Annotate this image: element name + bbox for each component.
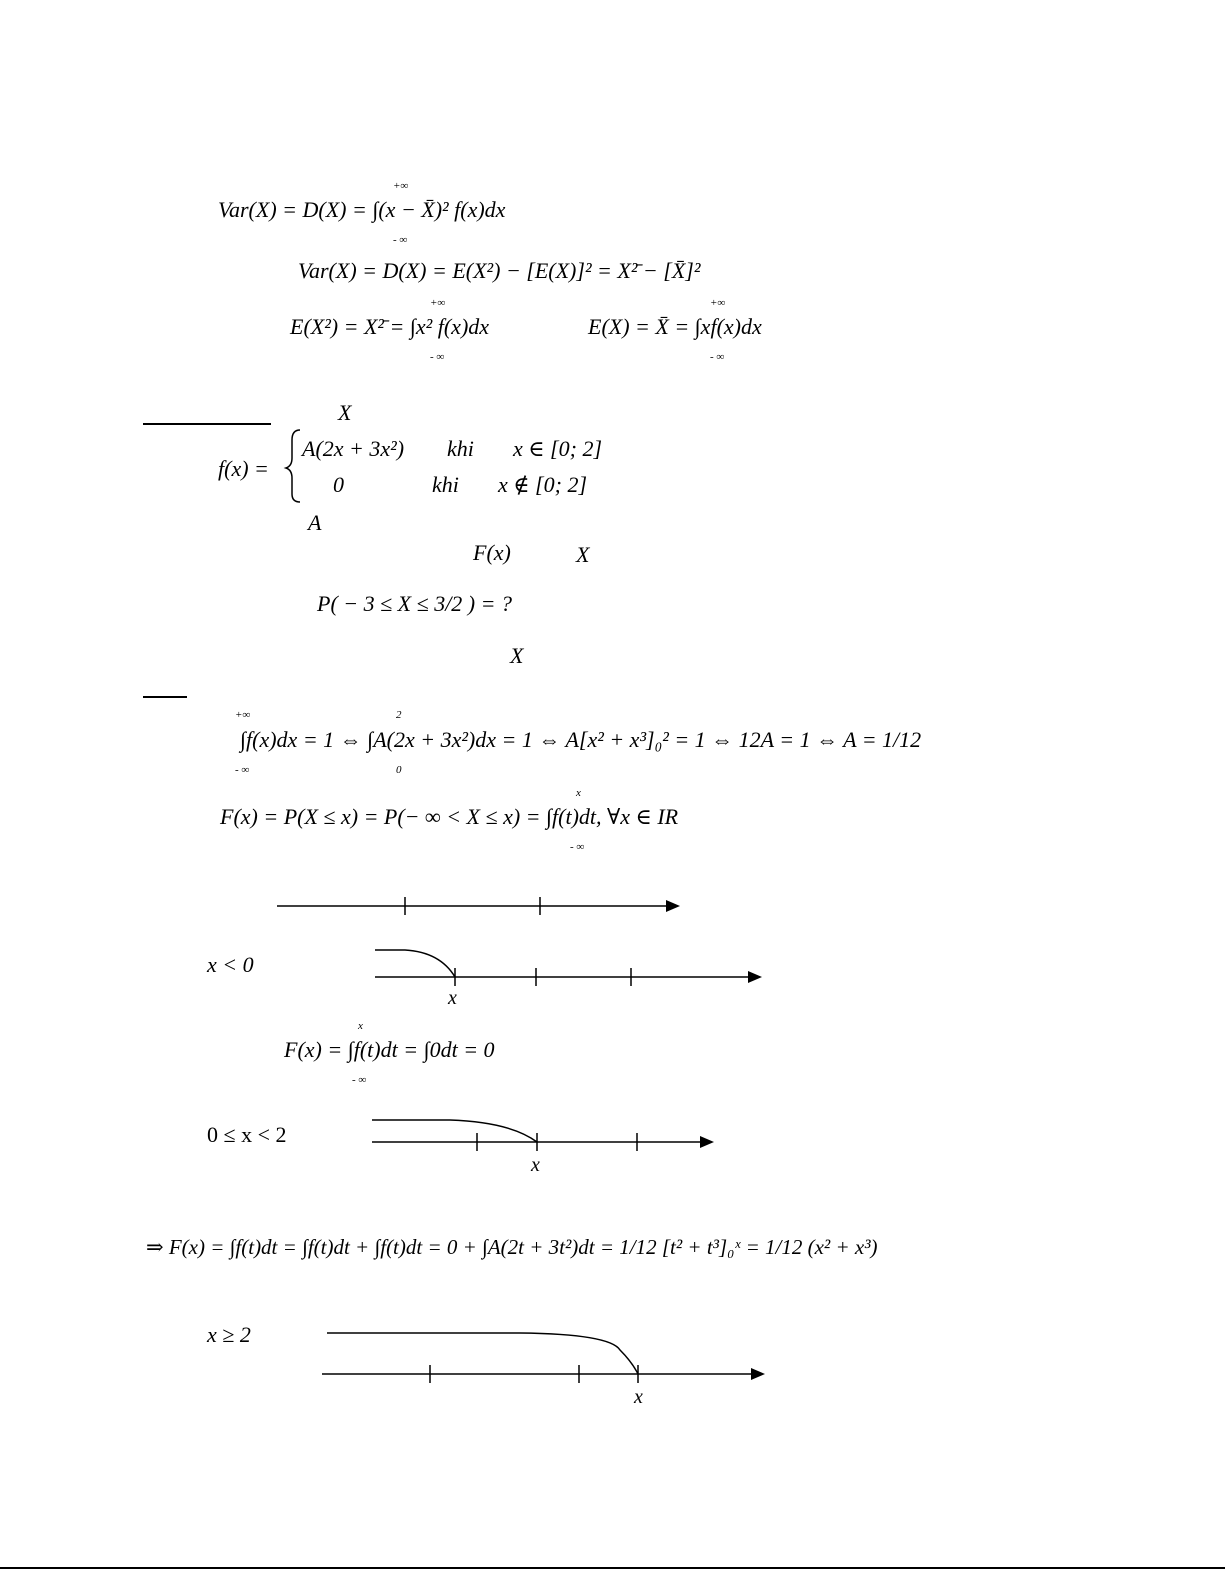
- expectation-x-squared: E(X²) = X²̄ = ∫x² f(x)dx: [290, 314, 490, 339]
- case-x-less-than-0-label: x < 0: [207, 952, 254, 977]
- expectation-x: E(X) = X̄ = ∫xf(x)dx: [588, 314, 762, 339]
- norm-upper-limit-1: +∞: [235, 709, 251, 721]
- case1-upper-limit: x: [358, 1020, 363, 1032]
- ex2-upper-limit: +∞: [430, 297, 446, 309]
- cdf-case-0-to-2: ⇒ F(x) = ∫f(t)dt = ∫f(t)dt + ∫f(t)dt = 0 + ∫A(2t + 3t²)dt = 1/12 [t² + t³]₀ˣ = 1/12 (x² + x³): [146, 1235, 878, 1259]
- case-x-ge-2-label: x ≥ 2: [207, 1322, 251, 1347]
- norm-lower-limit-1: - ∞: [235, 764, 250, 776]
- random-variable-symbol: X: [338, 400, 352, 425]
- part-b-cdf: F(x): [473, 540, 511, 565]
- part-d-variable: X: [510, 643, 524, 668]
- variance-definition: Var(X) = D(X) = ∫(x − X̄)² f(x)dx: [218, 197, 506, 222]
- cdf-lower-limit: - ∞: [570, 841, 585, 853]
- case-0-to-2-label: 0 ≤ x < 2: [207, 1122, 287, 1147]
- var-def-lower-limit: - ∞: [393, 234, 408, 246]
- axis-x-label-2: x: [531, 1154, 540, 1176]
- axis-x-label-1: x: [448, 987, 457, 1009]
- ex2-lower-limit: - ∞: [430, 351, 445, 363]
- variance-alternative: Var(X) = D(X) = E(X²) − [E(X)]² = X²̄ − [X̄]²: [298, 258, 701, 283]
- var-def-upper-limit: +∞: [393, 180, 409, 192]
- ex-upper-limit: +∞: [710, 297, 726, 309]
- norm-lower-limit-2: 0: [396, 764, 402, 776]
- pdf-case2-condition: x ∉ [0; 2]: [498, 472, 587, 497]
- normalization-equation: ∫f(x)dx = 1 ⇔ ∫A(2x + 3x²)dx = 1 ⇔ A[x² + x³]₀² = 1 ⇔ 12A = 1 ⇔ A = 1/12: [240, 727, 922, 752]
- cdf-case-x-less-than-0: F(x) = ∫f(t)dt = ∫0dt = 0: [284, 1037, 495, 1062]
- axis-x-label-3: x: [634, 1386, 643, 1408]
- pdf-case1-expression: A(2x + 3x²): [302, 436, 405, 461]
- page-bottom-rule: [0, 1567, 1225, 1569]
- ex-lower-limit: - ∞: [710, 351, 725, 363]
- pdf-case2-word: khi: [432, 472, 459, 497]
- case1-lower-limit: - ∞: [352, 1074, 367, 1086]
- part-a-constant: A: [308, 510, 322, 535]
- cdf-definition: F(x) = P(X ≤ x) = P(− ∞ < X ≤ x) = ∫f(t)dt, ∀x ∈ IR: [220, 804, 679, 829]
- pdf-case1-word: khi: [447, 436, 474, 461]
- pdf-case2-expression: 0: [333, 472, 344, 497]
- cdf-upper-limit: x: [576, 787, 581, 799]
- norm-upper-limit-2: 2: [396, 709, 402, 721]
- part-b-variable: X: [576, 542, 590, 567]
- pdf-case1-condition: x ∈ [0; 2]: [513, 436, 602, 461]
- part-c-probability: P( − 3 ≤ X ≤ 3/2 ) = ?: [317, 591, 512, 616]
- pdf-lhs: f(x) =: [218, 456, 269, 481]
